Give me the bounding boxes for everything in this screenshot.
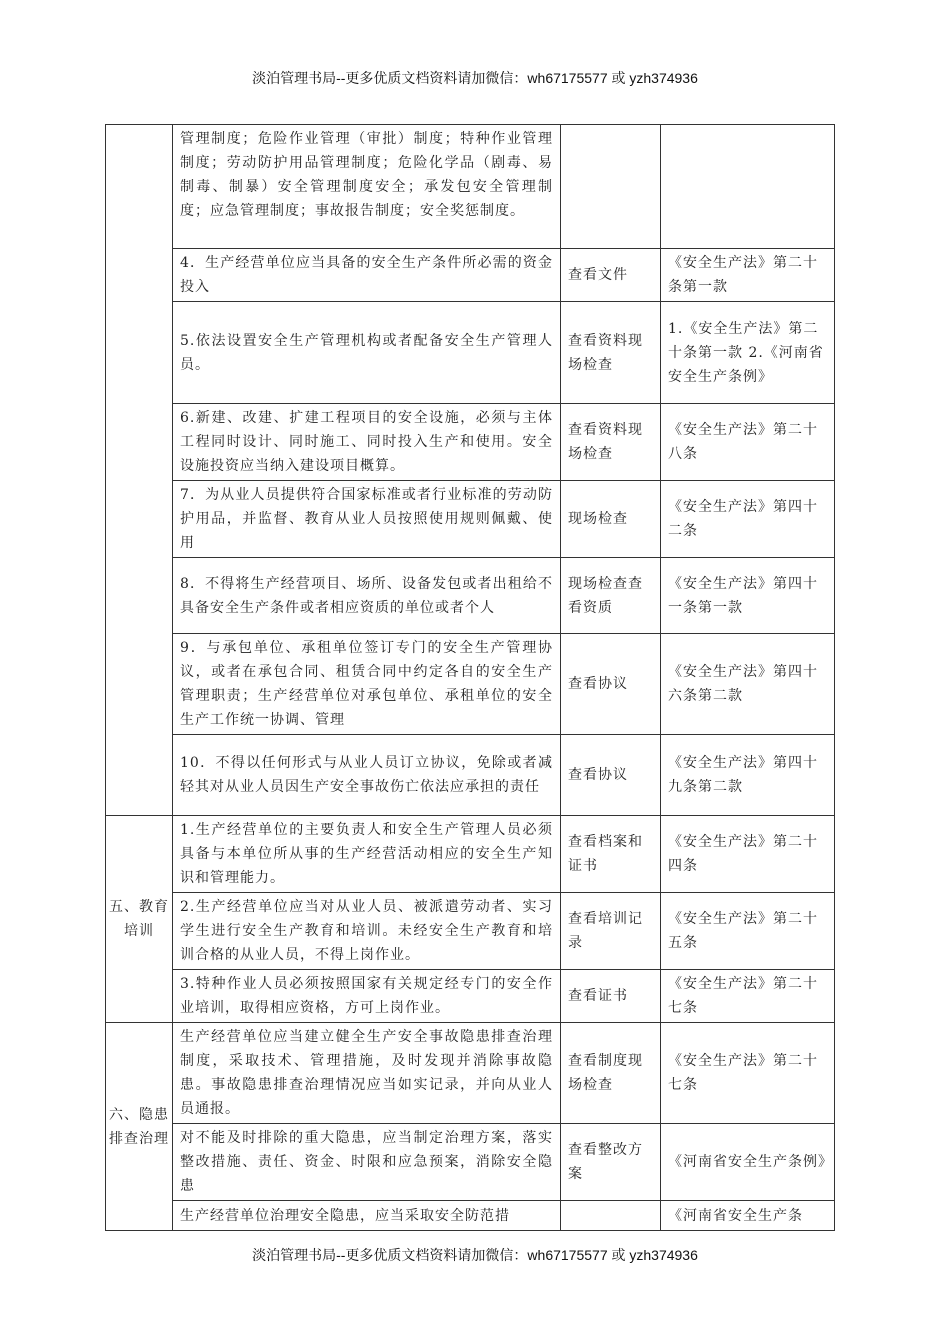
check-method: 查看档案和证书 [561,816,661,893]
legal-basis: 《安全生产法》第四十六条第二款 [661,634,835,735]
table-row [106,1201,835,1231]
section-title-training: 五、教育培训 [106,816,173,1023]
inspection-table [105,124,835,1231]
table-row [106,735,835,816]
table-row [106,481,835,558]
legal-basis: 《安全生产法》第二十五条 [661,893,835,970]
check-content: 4．生产经营单位应当具备的安全生产条件所必需的资金投入 [173,249,561,302]
legal-basis: 《河南省安全生产条 [661,1201,835,1231]
check-content: 7．为从业人员提供符合国家标准或者行业标准的劳动防护用品，并监督、教育从业人员按照使用规则佩戴、使用 [173,481,561,558]
check-content: 生产经营单位治理安全隐患，应当采取安全防范措 [173,1201,561,1231]
check-method: 现场检查查看资质 [561,558,661,634]
check-content: 3.特种作业人员必须按照国家有关规定经专门的安全作业培训，取得相应资格，方可上岗作业。 [173,970,561,1023]
check-content: 6.新建、改建、扩建工程项目的安全设施，必须与主体工程同时设计、同时施工、同时投入生产和使用。安全设施投资应当纳入建设项目概算。 [173,404,561,481]
check-method: 查看整改方案 [561,1124,661,1201]
legal-basis [661,125,835,249]
table-row [106,1124,835,1201]
check-method: 查看文件 [561,249,661,302]
check-method: 查看协议 [561,735,661,816]
table-row [106,125,835,249]
table-row [106,893,835,970]
table-row [106,302,835,404]
section-title-hazard: 六、隐患排查治理 [106,1023,173,1231]
section-cell-empty [106,125,173,816]
table-row [106,970,835,1023]
legal-basis: 《安全生产法》第二十七条 [661,1023,835,1124]
page-header: 淡泊管理书局--更多优质文档资料请加微信：wh67175577 或 yzh374936 [252,70,698,86]
check-method: 查看制度现场检查 [561,1023,661,1124]
check-content: 8．不得将生产经营项目、场所、设备发包或者出租给不具备安全生产条件或者相应资质的单位或者个人 [173,558,561,634]
table-row [106,404,835,481]
check-method: 查看协议 [561,634,661,735]
check-content: 2.生产经营单位应当对从业人员、被派遣劳动者、实习学生进行安全生产教育和培训。未经安全生产教育和培训合格的从业人员，不得上岗作业。 [173,893,561,970]
legal-basis: 《安全生产法》第四十二条 [661,481,835,558]
check-method [561,1201,661,1231]
check-content: 9．与承包单位、承租单位签订专门的安全生产管理协议，或者在承包合同、租赁合同中约定各自的安全生产管理职责；生产经营单位对承包单位、承租单位的安全生产工作统一协调、管理 [173,634,561,735]
check-method [561,125,661,249]
table-row [106,634,835,735]
legal-basis: 《河南省安全生产条例》 [661,1124,835,1201]
check-content: 5.依法设置安全生产管理机构或者配备安全生产管理人员。 [173,302,561,404]
table-row [106,816,835,893]
check-method: 查看资料现场检查 [561,404,661,481]
table-row [106,1023,835,1124]
legal-basis: 《安全生产法》第四十一条第一款 [661,558,835,634]
check-method: 查看证书 [561,970,661,1023]
table-row [106,249,835,302]
legal-basis: 《安全生产法》第二十八条 [661,404,835,481]
legal-basis: 《安全生产法》第二十七条 [661,970,835,1023]
legal-basis: 《安全生产法》第二十四条 [661,816,835,893]
check-method: 查看资料现场检查 [561,302,661,404]
legal-basis: 《安全生产法》第二十条第一款 [661,249,835,302]
legal-basis: 《安全生产法》第四十九条第二款 [661,735,835,816]
legal-basis: 1.《安全生产法》第二十条第一款 2.《河南省安全生产条例》 [661,302,835,404]
check-content: 生产经营单位应当建立健全生产安全事故隐患排查治理制度，采取技术、管理措施，及时发现并消除事故隐患。事故隐患排查治理情况应当如实记录，并向从业人员通报。 [173,1023,561,1124]
check-method: 查看培训记录 [561,893,661,970]
check-content: 1.生产经营单位的主要负责人和安全生产管理人员必须具备与本单位所从事的生产经营活动相应的安全生产知识和管理能力。 [173,816,561,893]
table-row [106,558,835,634]
check-content: 管理制度；危险作业管理（审批）制度；特种作业管理制度；劳动防护用品管理制度；危险化学品（剧毒、易制毒、制暴）安全管理制度安全；承发包安全管理制度；应急管理制度；事故报告制度；安全奖惩制度。 [173,125,561,249]
check-method: 现场检查 [561,481,661,558]
page-footer: 淡泊管理书局--更多优质文档资料请加微信：wh67175577 或 yzh374936 [252,1247,698,1263]
check-content: 10．不得以任何形式与从业人员订立协议，免除或者减轻其对从业人员因生产安全事故伤亡依法应承担的责任 [173,735,561,816]
check-content: 对不能及时排除的重大隐患，应当制定治理方案，落实整改措施、责任、资金、时限和应急预案，消除安全隐患 [173,1124,561,1201]
